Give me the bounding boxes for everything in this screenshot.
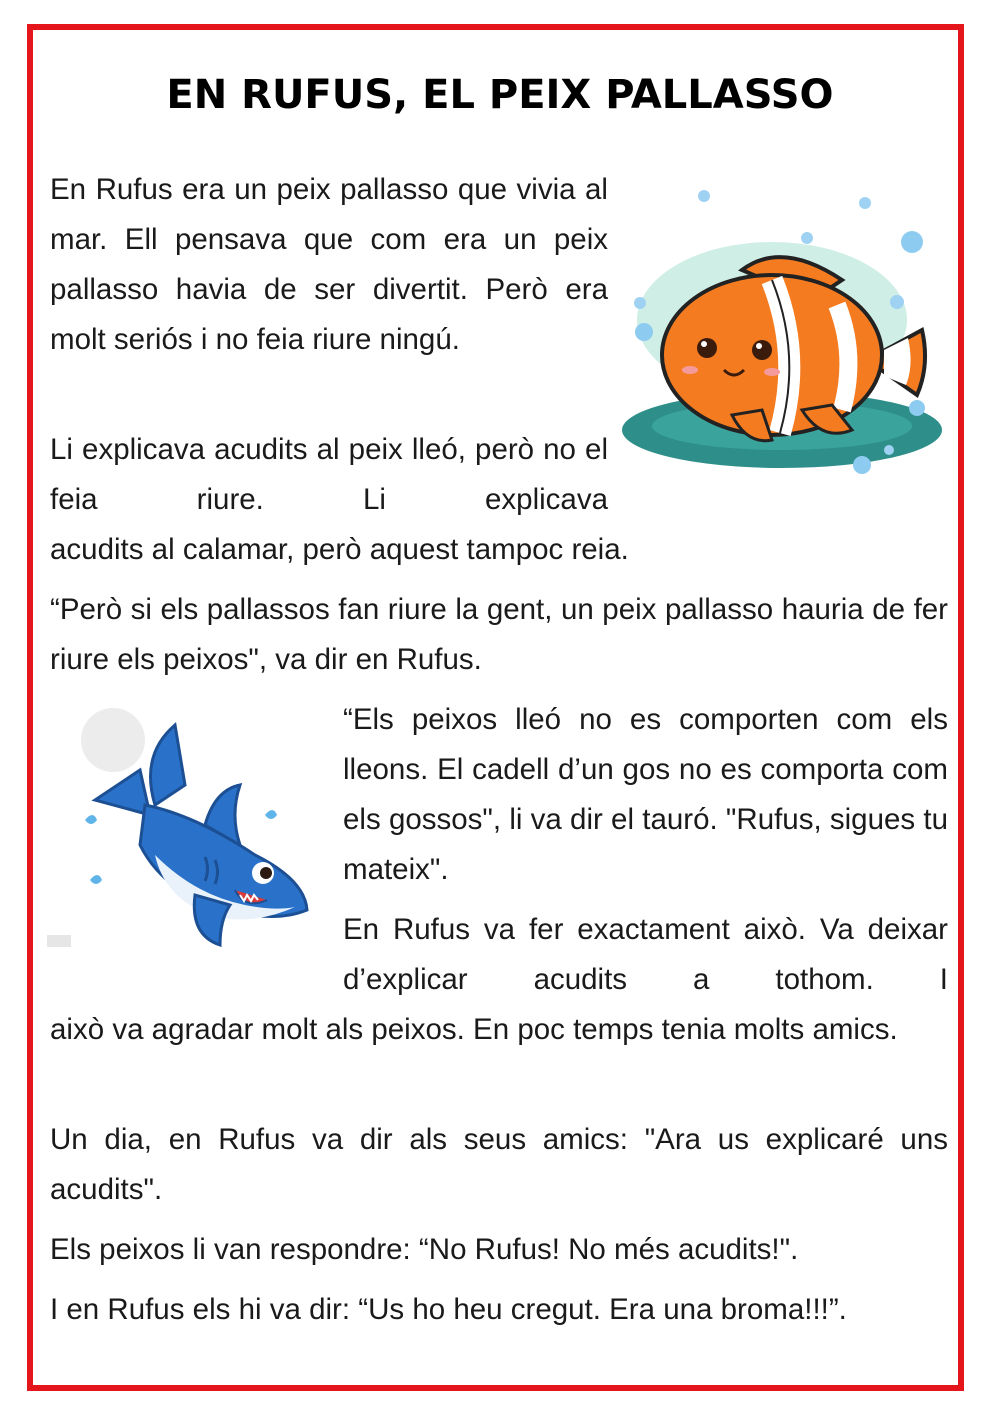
paragraph-2a: Li explicava acudits al peix lleó, però no el feia riure. Li explicava bbox=[50, 433, 608, 516]
paragraph-7: Els peixos li van respondre: “No Rufus! No més acudits!". bbox=[50, 1233, 799, 1266]
paragraph-5b: això va agradar molt als peixos. En poc temps tenia molts amics. bbox=[50, 1013, 898, 1046]
paragraph-8: I en Rufus els hi va dir: “Us ho heu cregut. Era una broma!!!”. bbox=[50, 1293, 847, 1326]
paragraph-6: Un dia, en Rufus va dir als seus amics: "Ara us explicaré uns acudits". bbox=[50, 1123, 948, 1206]
paragraph-1: En Rufus era un peix pallasso que vivia al mar. Ell pensava que com era un peix pallasso havia de ser divertit. Però era molt seriós i no feia riure ningú. bbox=[50, 173, 608, 356]
paragraph-3: “Però si els pallassos fan riure la gent, un peix pallasso hauria de fer riure els peixos", va dir en Rufus. bbox=[50, 593, 948, 676]
paragraph-5a: En Rufus va fer exactament això. Va deixar d’explicar acudits a tothom. I bbox=[343, 913, 948, 996]
paragraph-2b: acudits al calamar, però aquest tampoc reia. bbox=[50, 533, 629, 566]
paragraph-4: “Els peixos lleó no es comporten com els lleons. El cadell d’un gos no es comporta com els gossos", li va dir el tauró. "Rufus, sigues tu mateix". bbox=[343, 703, 948, 886]
shark-illustration bbox=[45, 695, 325, 955]
clownfish-illustration bbox=[612, 180, 952, 480]
page-title: EN RUFUS, EL PEIX PALLASSO bbox=[166, 72, 834, 118]
